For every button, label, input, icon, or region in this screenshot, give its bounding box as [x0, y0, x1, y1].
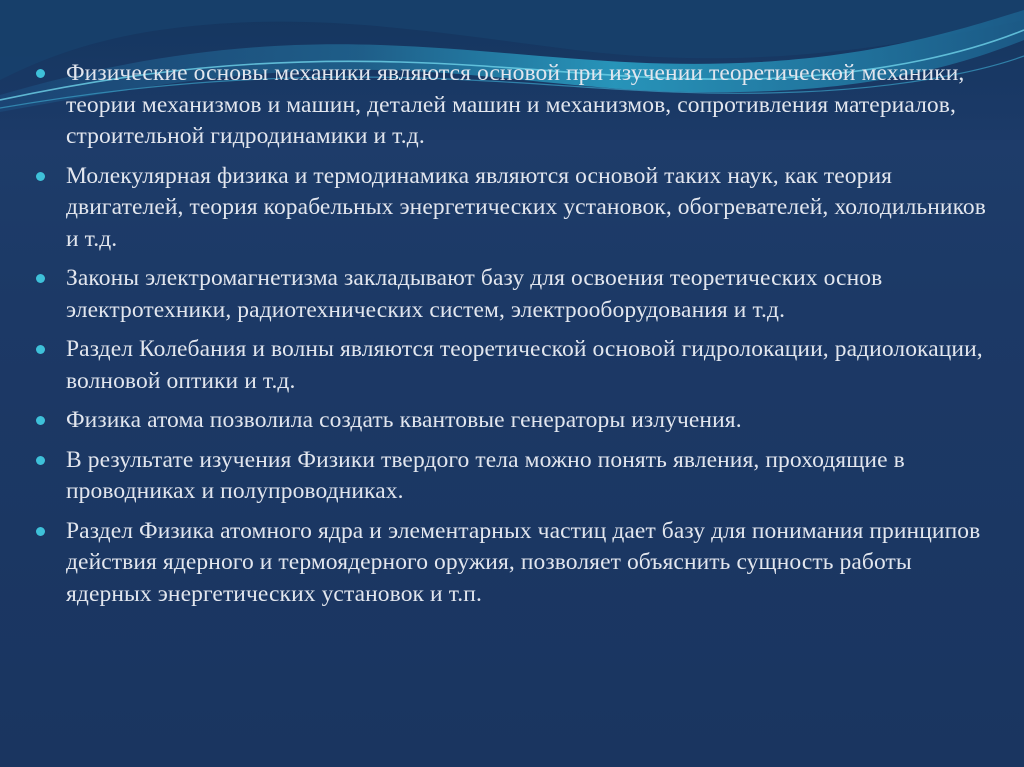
bullet-dot-icon — [36, 416, 45, 425]
bullet-dot-icon — [36, 345, 45, 354]
bullet-text: Физические основы механики являются основой при изучении теоретической механики, теории механизмов и машин, деталей машин и механизмов, сопротивления материалов, строительной гидродинамики и т.д. — [66, 60, 965, 149]
bullet-list — [36, 58, 996, 610]
bullet-text: Раздел Физика атомного ядра и элементарных частиц дает базу для понимания принципов действия ядерного и термоядерного оружия, позволяет объяснить сущность работы ядерных энергетических установок и т.п. — [66, 517, 981, 607]
bullet-dot-icon — [36, 456, 45, 465]
bullet-dot-icon — [36, 527, 45, 536]
list-item — [36, 445, 996, 508]
list-item — [36, 58, 996, 153]
bullet-dot-icon — [36, 69, 45, 78]
list-item — [36, 405, 996, 437]
bullet-dot-icon — [36, 172, 45, 181]
list-item — [36, 516, 996, 611]
bullet-text: Законы электромагнетизма закладывают базу для освоения теоретических основ электротехники, радиотехнических систем, электрооборудования и т.д. — [66, 265, 883, 323]
bullet-text: Физика атома позволила создать квантовые генераторы излучения. — [66, 407, 742, 433]
list-item — [36, 161, 996, 256]
bullet-text: Раздел Колебания и волны являются теоретической основой гидролокации, радиолокации, волновой оптики и т.д. — [66, 336, 983, 394]
bullet-text: В результате изучения Физики твердого тела можно понять явления, проходящие в проводниках и полупроводниках. — [66, 446, 905, 504]
content-area — [36, 58, 996, 618]
bullet-dot-icon — [36, 274, 45, 283]
list-item — [36, 263, 996, 326]
bullet-text: Молекулярная физика и термодинамика являются основой таких наук, как теория двигателей, теория корабельных энергетических установок, обогревателей, холодильников и т.д. — [66, 162, 986, 252]
list-item — [36, 334, 996, 397]
